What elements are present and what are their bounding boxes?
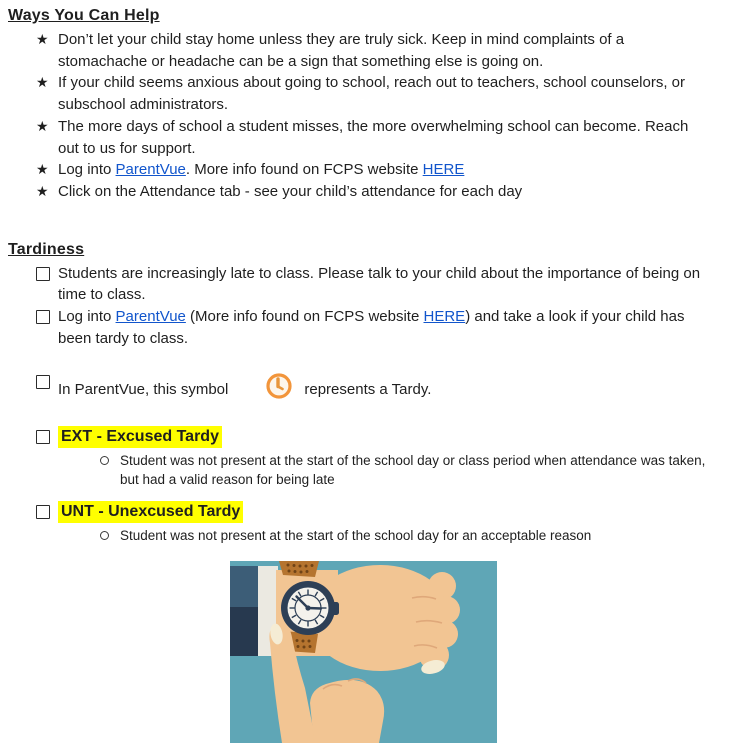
- checkbox-bullet-icon: [36, 267, 50, 281]
- sub-bullet-list: [8, 526, 720, 545]
- ways-section: [8, 5, 720, 203]
- bullet-text: [58, 159, 704, 181]
- fcps-here-link[interactable]: HERE: [422, 161, 465, 179]
- bullet-text-post: represents a Tardy.: [304, 381, 432, 399]
- ext-highlight-label: EXT - Excused Tardy: [58, 426, 222, 448]
- list-item: [36, 72, 704, 115]
- checkbox-bullet-icon: [36, 310, 50, 324]
- sub-list-item: [100, 451, 708, 489]
- bullet-text: The more days of school a student misses, the more overwhelming school can become. Reach out to us for support.: [58, 117, 689, 157]
- tardiness-bullet-list: [8, 263, 720, 546]
- bullet-text: If your child seems anxious about going to school, reach out to teachers, school counselors, or subschool administrators.: [58, 74, 686, 114]
- list-item: [36, 263, 704, 306]
- sub-bullet-text: Student was not present at the start of the school day for an acceptable reason: [120, 528, 592, 544]
- star-bullet-icon: ★: [36, 182, 49, 199]
- checkbox-bullet-icon: [36, 430, 50, 444]
- bullet-text: Students are increasingly late to class. Please talk to your child about the importance of being on time to class.: [58, 264, 701, 304]
- circle-bullet-icon: [100, 531, 109, 540]
- ways-bullet-list: [8, 29, 720, 203]
- star-bullet-icon: ★: [36, 117, 49, 134]
- list-item: [36, 29, 704, 72]
- list-item: [36, 159, 704, 181]
- parentvue-link[interactable]: ParentVue: [115, 161, 186, 179]
- checkbox-bullet-icon: [36, 505, 50, 519]
- bullet-text: Click on the Attendance tab - see your child’s attendance for each day: [58, 182, 523, 200]
- bullet-text: [58, 371, 704, 401]
- list-item: [36, 371, 704, 401]
- bullet-text-pre: Log into: [58, 308, 116, 326]
- bullet-text: Don’t let your child stay home unless they are truly sick. Keep in mind complaints of a stomachache or headache can be a sign that something else is going on.: [58, 31, 625, 70]
- ways-heading: Ways You Can Help: [8, 7, 160, 24]
- tardy-clock-icon: [264, 371, 294, 401]
- hand-pointing-at-watch-image: [230, 561, 497, 743]
- watch-illustration: [230, 561, 497, 743]
- bullet-text-post: ) and take a look if your child has been tardy to class.: [58, 308, 685, 347]
- tardiness-heading: Tardiness: [8, 240, 85, 258]
- unt-highlight-label: UNT - Unexcused Tardy: [58, 501, 243, 523]
- star-bullet-icon: ★: [36, 74, 49, 91]
- list-item: [8, 501, 720, 545]
- tardiness-section: [8, 239, 720, 546]
- parentvue-link[interactable]: ParentVue: [115, 308, 186, 326]
- list-item: [8, 426, 720, 489]
- bullet-text-mid: . More info found on FCPS website: [185, 161, 423, 179]
- bullet-text-pre: In ParentVue, this symbol: [58, 381, 229, 399]
- bullet-text: [58, 306, 704, 349]
- list-item: [36, 306, 704, 349]
- sub-bullet-text: Student was not present at the start of the school day or class period when attendance was taken, but had a valid reason for being late: [120, 453, 706, 488]
- bullet-text-mid: (More info found on FCPS website: [185, 308, 424, 326]
- list-item: [36, 116, 704, 159]
- list-item: [36, 181, 704, 203]
- bullet-text-pre: Log into: [58, 161, 116, 179]
- checkbox-bullet-icon: [36, 375, 50, 389]
- fcps-here-link[interactable]: HERE: [423, 308, 466, 326]
- star-bullet-icon: ★: [36, 31, 49, 47]
- sub-bullet-list: [8, 451, 720, 489]
- circle-bullet-icon: [100, 456, 109, 465]
- star-bullet-icon: ★: [36, 161, 49, 178]
- sub-list-item: [100, 526, 708, 545]
